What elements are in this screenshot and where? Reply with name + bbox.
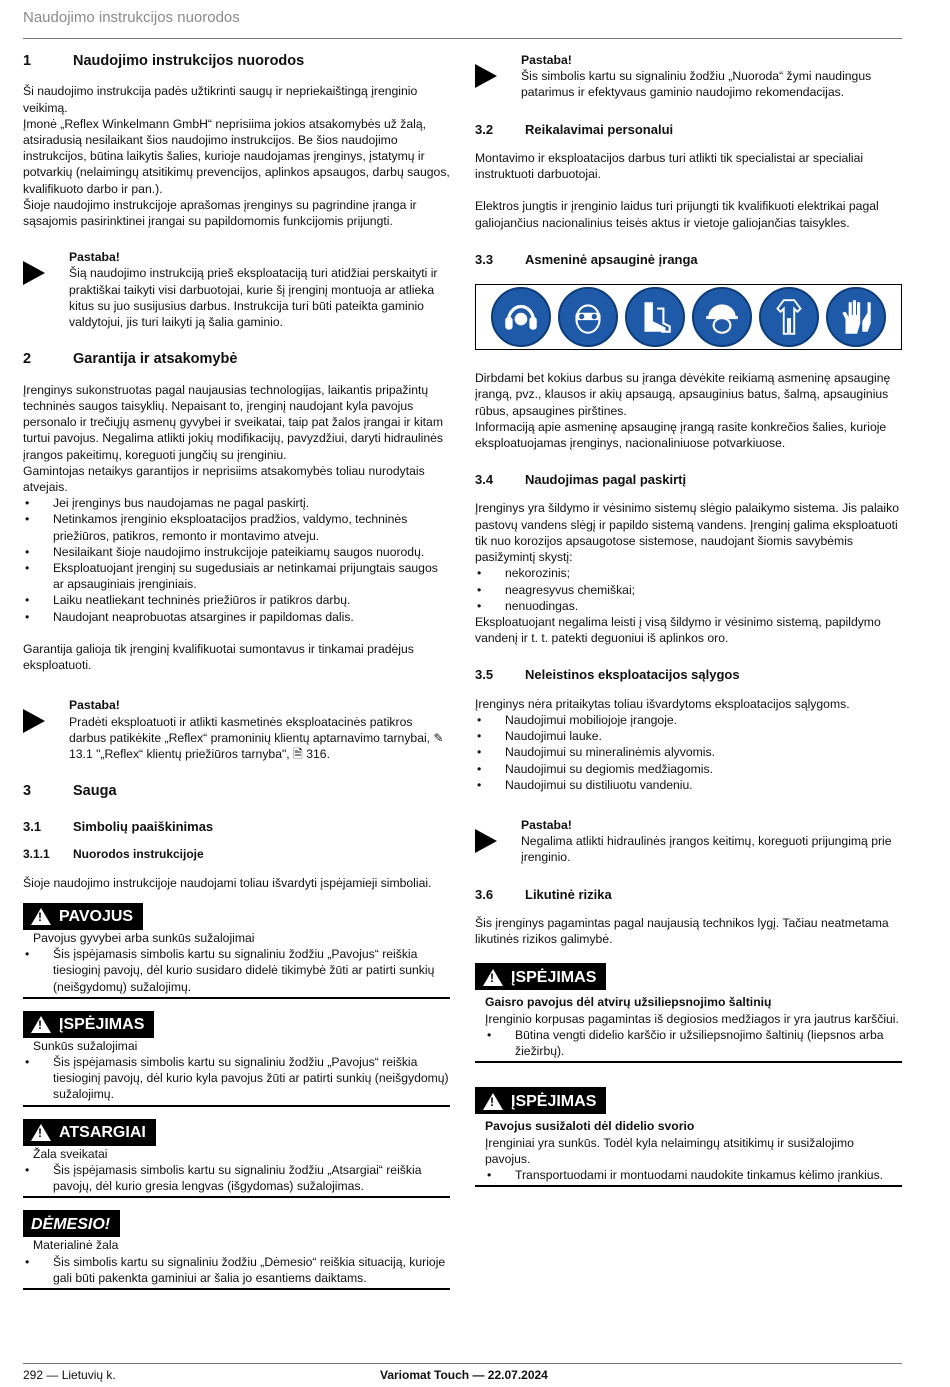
caution-badge [23, 1119, 156, 1146]
warning-text: Įrenginio korpusas pagamintas iš degiosios medžiagos ir yra jautrus karščiui. [485, 1011, 899, 1026]
note-title: Pastaba! [69, 698, 120, 713]
badge-label: PAVOJUS [59, 908, 134, 926]
badge-label: ATSARGIAI [59, 1124, 146, 1142]
section-number: 3.1 [23, 818, 42, 834]
paragraph: Garantija galioja tik įrenginį kvalifikuotai sumontavus ir tinkamai pradėjus eksploatuoti. [23, 641, 414, 673]
note-text: Negalima atlikti hidraulinės įrangos keitimų, koreguoti prijungimą prie įrenginio. [521, 834, 892, 865]
warning-triangle-icon [31, 908, 51, 925]
list-item: • Šis įspėjamasis simbolis kartu su signaliniu žodžiu „Pavojus“ reiškia tiesioginį pavojų, dėl kurio susidaro didelė tikimybė žūti ar patirti sunkių (neišgydomų) sužalojimų. [23, 946, 450, 995]
list-item: • Netinkamos įrenginio eksploatacijos pradžios, valdymo, techninės priežiūros, patikros, remonto ir montavimo atveju. [23, 511, 450, 543]
paragraph: Gamintojas netaikys garantijos ir neprisiims atsakomybės toliau nurodytais atvejais. [23, 463, 425, 494]
section-number: 3.2 [475, 121, 494, 137]
section-number: 3.6 [475, 886, 494, 902]
note-arrow-icon [475, 829, 497, 853]
warning-caution [23, 1119, 450, 1199]
note-box [23, 697, 450, 762]
section-number: 3.5 [475, 667, 494, 683]
right-column [475, 52, 902, 1187]
page-footer [23, 1363, 902, 1382]
paragraph: Dirbdami bet kokius darbus su įranga dėvėkite reikiamą asmeninę apsauginę įrangą, pvz., klausos ir akių apsaugą, apsauginius batus, šalmą, apsauginius rūbus, apsaugines pirštines. [475, 371, 891, 418]
section-2-heading [23, 350, 450, 369]
paragraph: Įrenginys yra šildymo ir vėsinimo sistemų slėgio palaikymo sistema. Jis palaiko pastovų vandens slėgį ir papildo sistemą vandens. Įrenginį galima eksploatuoti tik nuo korozijos apsaugotose sistemose, naudojant šiomis savybėmis pasižymintį skystį: [475, 501, 900, 565]
paragraph: Įmonė „Reflex Winkelmann GmbH“ neprisiima jokios atsakomybės už žalą, atsiradusią nesilaikant šios naudojimo instrukcijos. Be šios naudojimo instrukcijos, būtina laikytis šalies, kurioje naudojamas įrenginys, įstatymų ir potvarkių (nelaimingų atsitikimų prevencijos, aplinkos apsaugos, darbų saugos, kvalifikuoto darbo ir pan.). [23, 116, 450, 196]
list-item: • Šis įspėjamasis simbolis kartu su signaliniu žodžiu „Pavojus“ reiškia tiesioginį pavojų, dėl kurio kyla pavojus žūti ar patirti sunkių (neišgydomų) sužalojimų. [23, 1054, 450, 1103]
list-item: • Naudojant neaprobuotas atsargines ir papildomas dalis. [23, 609, 450, 625]
danger-badge [23, 903, 143, 930]
list-item: • Naudojimui mobiliojoje įrangoje. [475, 712, 902, 728]
list-item: • Šis simbolis kartu su signaliniu žodžiu „Dėmesio“ reiškia situaciją, kurioje gali būti pakenkta gaminiui ar šalia jo esantiems daiktams. [23, 1254, 450, 1286]
warning-badge [475, 963, 606, 990]
section-title: Likutinė rizika [525, 886, 612, 902]
section-title: Garantija ir atsakomybė [73, 351, 238, 368]
ear-protection-icon [491, 287, 551, 347]
list-item: • Būtina vengti didelio karščio ir užsiliepsnojimo šaltinių (liepsnos arba žiežirbų). [485, 1027, 902, 1059]
section-title: Nuorodos instrukcijoje [73, 846, 204, 861]
paragraph: Šioje naudojimo instrukcijoje naudojami toliau išvardyti įspėjamieji simboliai. [23, 875, 432, 890]
section-title: Naudojimo instrukcijos nuorodos [73, 53, 305, 69]
warning-badge [23, 1011, 154, 1038]
header-title: Naudojimo instrukcijos nuorodos [23, 9, 240, 26]
note-text: Šią naudojimo instrukciją prieš eksploataciją turi atidžiai perskaityti ir praktiškai taikyti visi darbuotojai, kurie šį įrenginį montuoja ar atlieka kitus su juo susijusius darbus. Instrukcija turi būti pateikta gaminio valdytojui, jis turi laikyti ją šalia gaminio. [69, 266, 438, 330]
warning-notice [23, 1210, 450, 1290]
warning-weight [475, 1087, 902, 1187]
list-item: • Naudojimui su mineralinėmis alyvomis. [475, 744, 902, 760]
badge-label: ĮSPĖJIMAS [511, 968, 597, 986]
paragraph: Įrenginys nėra pritaikytas toliau išvardytoms eksploatacijos sąlygoms. [475, 696, 850, 711]
note-box [23, 249, 450, 330]
section-title: Simbolių paaiškinimas [73, 818, 214, 834]
list-item: • Transportuodami ir montuodami naudokite tinkamus kėlimo įrankius. [485, 1167, 902, 1183]
list-item: • Naudojimui su degiomis medžiagomis. [475, 761, 902, 777]
badge-label: ĮSPĖJIMAS [511, 1092, 597, 1110]
overall-icon [759, 287, 819, 347]
list-item: • Naudojimui lauke. [475, 728, 902, 744]
section-3-5-heading [475, 666, 902, 683]
paragraph: Ši naudojimo instrukcija padės užtikrinti saugų ir nepriekaištingą įrenginio veikimą. [23, 84, 418, 115]
list-item: • Jei įrenginys bus naudojamas ne pagal paskirtį. [23, 495, 450, 511]
ppe-icons-box [475, 284, 902, 350]
section-title: Neleistinos eksploatacijos sąlygos [525, 667, 740, 683]
section-3-3-heading [475, 251, 902, 268]
paragraph: Šis įrenginys pagamintas pagal naujausią technikos lygį. Tačiau neatmetama likutinės rizikos galimybė. [475, 915, 889, 947]
liability-list [23, 495, 450, 625]
badge-label: DĖMESIO! [31, 1215, 111, 1233]
footer-document-title: Variomat Touch — 22.07.2024 [380, 1368, 548, 1382]
warning-badge [475, 1087, 606, 1114]
section-number: 3.4 [475, 472, 494, 488]
warning-subtitle: Sunkūs sužalojimai [33, 1038, 138, 1053]
note-text: Pradėti eksploatuoti ir atlikti kasmetinės eksploatacinės patikros darbus patikėkite „Reflex“ pramoninių klientų aptarnavimo tarnybai, ✎ 13.1 "„Reflex“ klientų priežiūros tarnyba", 🗎 316. [69, 714, 444, 761]
paragraph: Įrenginys sukonstruotas pagal naujausias technologijas, laikantis pripažintų techninės saugos taisyklių. Nepaisant to, įrenginį naudojant kyla pavojus personalo ir trečiųjų asmenų gyvybei ir sveikatai, taip pat žalos įrangai ir kitam turtui pavojus. Negalima atlikti jokių modifikacijų, pavyzdžiui, daryti hidraulinės įrangos pakeitimų, koreguoti jungčių su įrenginiu. [23, 382, 443, 462]
warning-subtitle: Pavojus susižaloti dėl didelio svorio [485, 1119, 695, 1134]
section-3-1-heading [23, 818, 450, 835]
helmet-icon [692, 287, 752, 347]
notice-badge [23, 1210, 120, 1237]
paragraph: Informaciją apie asmeninę apsauginę įrangą rasite konkrečios šalies, kurioje eksploatuojamas įrenginys, nacionaliniuose potvarkiuose. [475, 419, 887, 450]
badge-label: ĮSPĖJIMAS [59, 1016, 145, 1034]
paragraph: Eksploatuojant negalima leisti į visą šildymo ir vėsinimo sistemą, papildymo vandenį ir t. t. patekti deguoniui iš aplinkos oro. [475, 615, 881, 646]
warning-warning [23, 1011, 450, 1107]
paragraph: Montavimo ir eksploatacijos darbus turi atlikti tik specialistai ar specialiai instruktuoti darbuotojai. [475, 150, 864, 182]
page-header [23, 8, 902, 39]
gloves-icon [826, 287, 886, 347]
section-number: 1 [23, 53, 32, 69]
list-item: • Eksploatuojant įrenginį su sugedusiais ar netinkamai prijungtais saugos ar apsauginiais įrenginiais. [23, 560, 450, 592]
warning-text: Įrenginiai yra sunkūs. Todėl kyla nelaimingų atsitikimų ir susižalojimo pavojus. [485, 1135, 854, 1166]
section-3-2-heading [475, 121, 902, 138]
warning-triangle-icon [483, 1093, 503, 1110]
section-number: 2 [23, 351, 32, 368]
section-title: Sauga [73, 783, 117, 800]
note-title: Pastaba! [521, 53, 572, 67]
note-title: Pastaba! [69, 250, 120, 265]
list-item: • nenuodingas. [475, 598, 902, 614]
note-box [475, 52, 902, 101]
warning-fire [475, 963, 902, 1063]
warning-danger [23, 903, 450, 999]
note-arrow-icon [475, 64, 497, 88]
section-title: Asmeninė apsauginė įranga [525, 251, 698, 267]
section-number: 3.1.1 [23, 846, 50, 861]
section-3-1-1-heading [23, 847, 450, 863]
section-3-heading [23, 782, 450, 801]
list-item: • Šis įspėjamasis simbolis kartu su signaliniu žodžiu „Atsargiai“ reiškia pavojų, dėl kurio gresia lengvas (išgydomas) sužalojimas. [23, 1162, 450, 1194]
left-column [23, 52, 450, 1290]
section-3-6-heading [475, 886, 902, 903]
section-number: 3 [23, 783, 32, 800]
list-item: • Naudojimui su distiliuotu vandeniu. [475, 777, 902, 793]
section-3-4-heading [475, 471, 902, 488]
note-title: Pastaba! [521, 818, 572, 833]
note-box [475, 817, 902, 866]
list-item: • nekorozinis; [475, 565, 902, 581]
section-title: Naudojimas pagal paskirtį [525, 472, 687, 488]
paragraph: Šioje naudojimo instrukcijoje aprašomas įrenginys su pagrindine įranga ir sąsajomis pasirinktinei įrangai su papildomomis funkcijomis prijungti. [23, 197, 417, 229]
warning-triangle-icon [31, 1016, 51, 1033]
section-number: 3.3 [475, 251, 494, 267]
warning-subtitle: Gaisro pavojus dėl atvirų užsiliepsnojimo šaltinių [485, 995, 772, 1010]
fluid-properties-list [475, 565, 902, 614]
note-text: Šis simbolis kartu su signaliniu žodžiu „Nuoroda“ žymi naudingus patarimus ir efektyvaus gaminio naudojimo rekomendacijas. [521, 69, 872, 100]
goggles-icon [558, 287, 618, 347]
warning-triangle-icon [483, 969, 503, 986]
paragraph: Elektros jungtis ir įrenginio laidus turi prijungti tik kvalifikuoti elektrikai pagal galiojančius nacionalinius teisės aktus ir vietoje galiojančias taisykles. [475, 199, 879, 230]
section-title: Reikalavimai personalui [525, 121, 674, 137]
note-arrow-icon [23, 261, 45, 285]
list-item: • Laiku neatliekant techninės priežiūros ir patikros darbų. [23, 592, 450, 608]
footer-page-number: 292 — Lietuvių k. [23, 1368, 116, 1382]
warning-subtitle: Žala sveikatai [33, 1146, 108, 1161]
list-item: • neagresyvus chemiškai; [475, 582, 902, 598]
section-1-heading [23, 52, 450, 71]
note-arrow-icon [23, 709, 45, 733]
list-item: • Nesilaikant šioje naudojimo instrukcijoje pateikiamų saugos nuorodų. [23, 544, 450, 560]
prohibited-conditions-list [475, 712, 902, 793]
warning-subtitle: Pavojus gyvybei arba sunkūs sužalojimai [33, 930, 255, 945]
safety-boots-icon [625, 287, 685, 347]
warning-triangle-icon [31, 1124, 51, 1141]
warning-subtitle: Materialinė žala [33, 1238, 119, 1253]
